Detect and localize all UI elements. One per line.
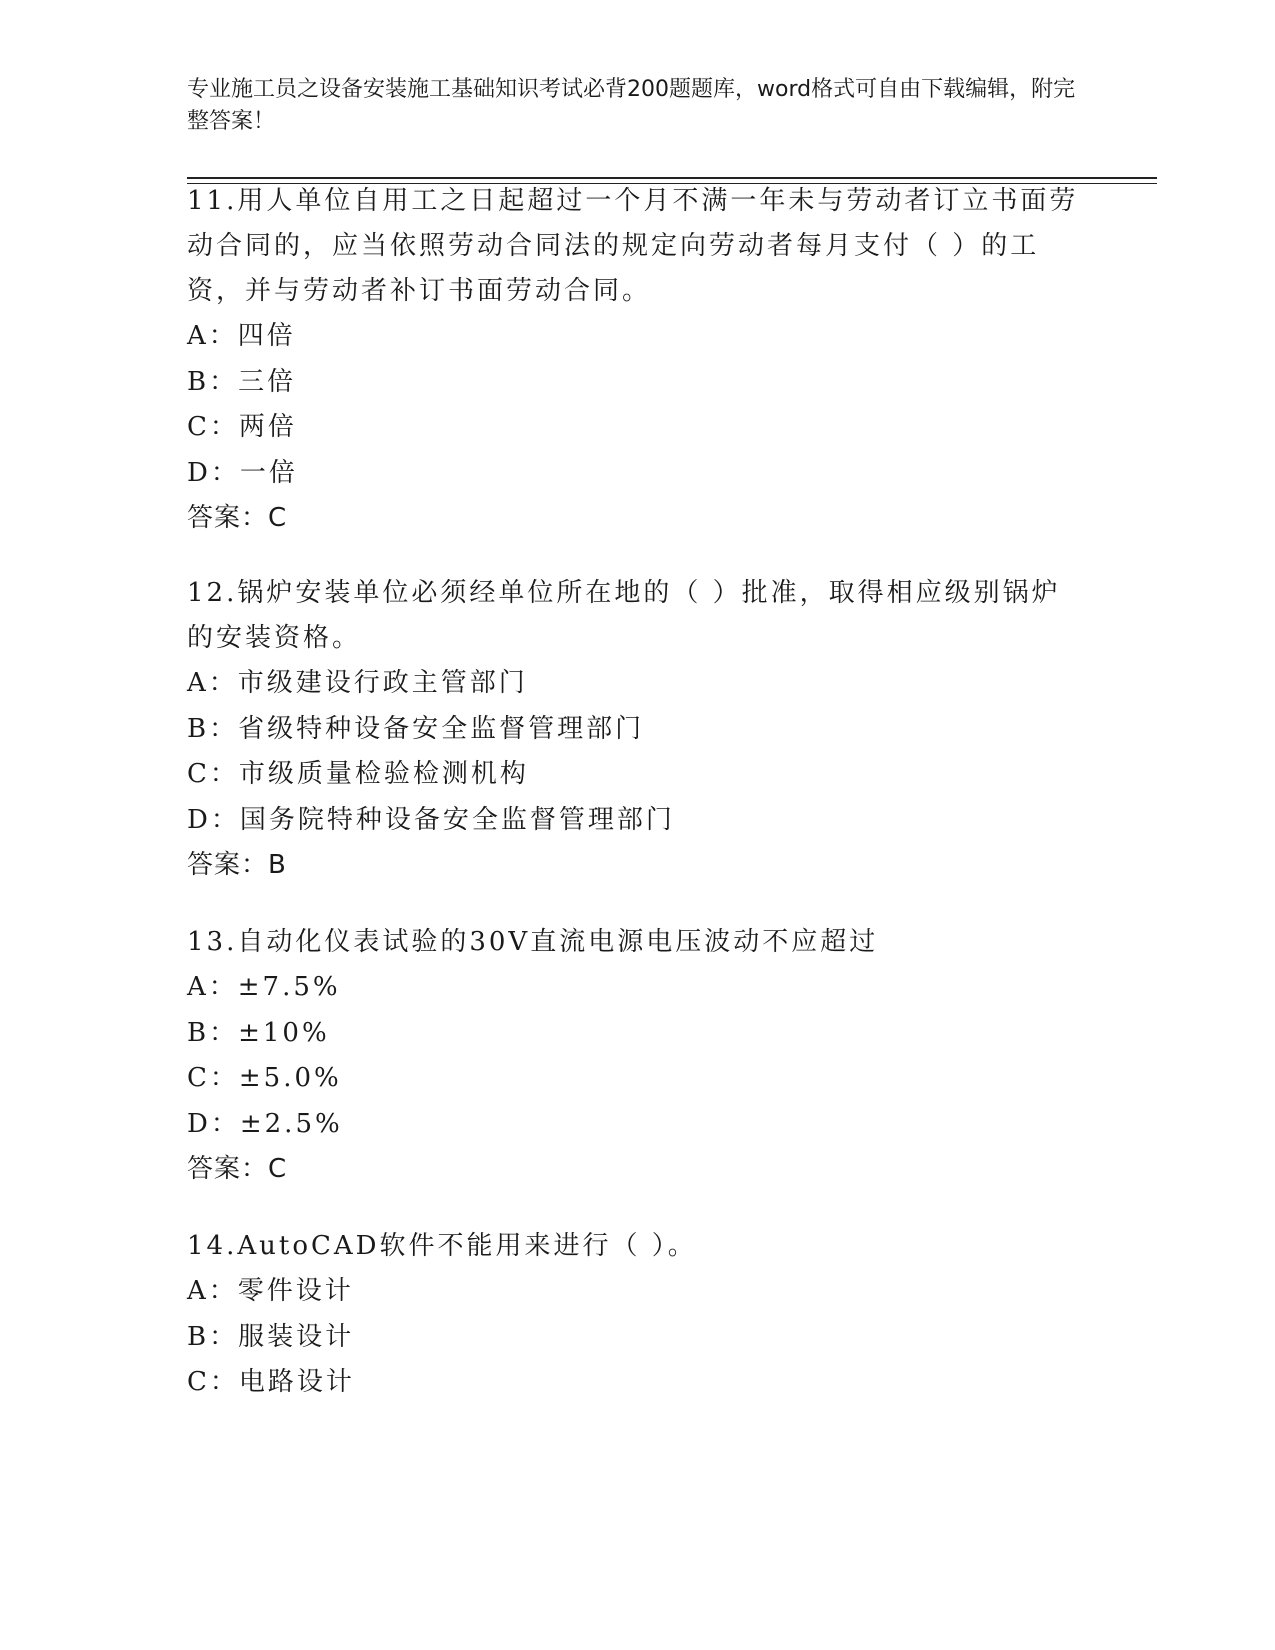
option-b: B：三倍 bbox=[187, 366, 297, 397]
option-c: C：市级质量检验检测机构 bbox=[187, 759, 529, 789]
option-b: B：省级特种设备安全监督管理部门 bbox=[187, 713, 645, 744]
question-stem: 11.用人单位自用工之日起超过一个月不满一年未与劳动者订立书面劳动合同的，应当依照劳动合同法的规定向劳动者每月支付（ ）的工资，并与劳动者补订书面劳动合同。 bbox=[187, 186, 1079, 306]
option-d: D：一倍 bbox=[187, 457, 298, 488]
question-14 bbox=[187, 1224, 1087, 1406]
question-12 bbox=[187, 571, 1087, 888]
answer-line: 答案：B bbox=[187, 850, 287, 880]
option-d: D：国务院特种设备安全监督管理部门 bbox=[187, 804, 675, 835]
option-a: A：市级建设行政主管部门 bbox=[187, 668, 528, 698]
option-d: D：±2.5% bbox=[187, 1108, 343, 1139]
document-header bbox=[187, 74, 1087, 138]
question-11 bbox=[187, 179, 1087, 541]
option-a: A：四倍 bbox=[187, 321, 296, 351]
option-c: C：两倍 bbox=[187, 412, 297, 442]
question-13 bbox=[187, 920, 1087, 1192]
answer-line: 答案：C bbox=[187, 1154, 288, 1184]
question-stem: 12.锅炉安装单位必须经单位所在地的（ ）批准，取得相应级别锅炉的安装资格。 bbox=[187, 578, 1061, 653]
option-c: C：电路设计 bbox=[187, 1367, 355, 1397]
option-b: B：±10% bbox=[187, 1017, 330, 1048]
option-b: B：服装设计 bbox=[187, 1321, 355, 1352]
answer-line: 答案：C bbox=[187, 503, 288, 533]
question-stem: 14.AutoCAD软件不能用来进行（ ）。 bbox=[187, 1231, 697, 1261]
header-title: 专业施工员之设备安装施工基础知识考试必背200题题库，word格式可自由下载编辑，附完整答案！ bbox=[187, 77, 1076, 134]
question-stem: 13.自动化仪表试验的30V直流电源电压波动不应超过 bbox=[187, 927, 879, 957]
option-a: A：零件设计 bbox=[187, 1276, 354, 1306]
option-a: A：±7.5% bbox=[187, 972, 341, 1002]
option-c: C：±5.0% bbox=[187, 1063, 342, 1093]
